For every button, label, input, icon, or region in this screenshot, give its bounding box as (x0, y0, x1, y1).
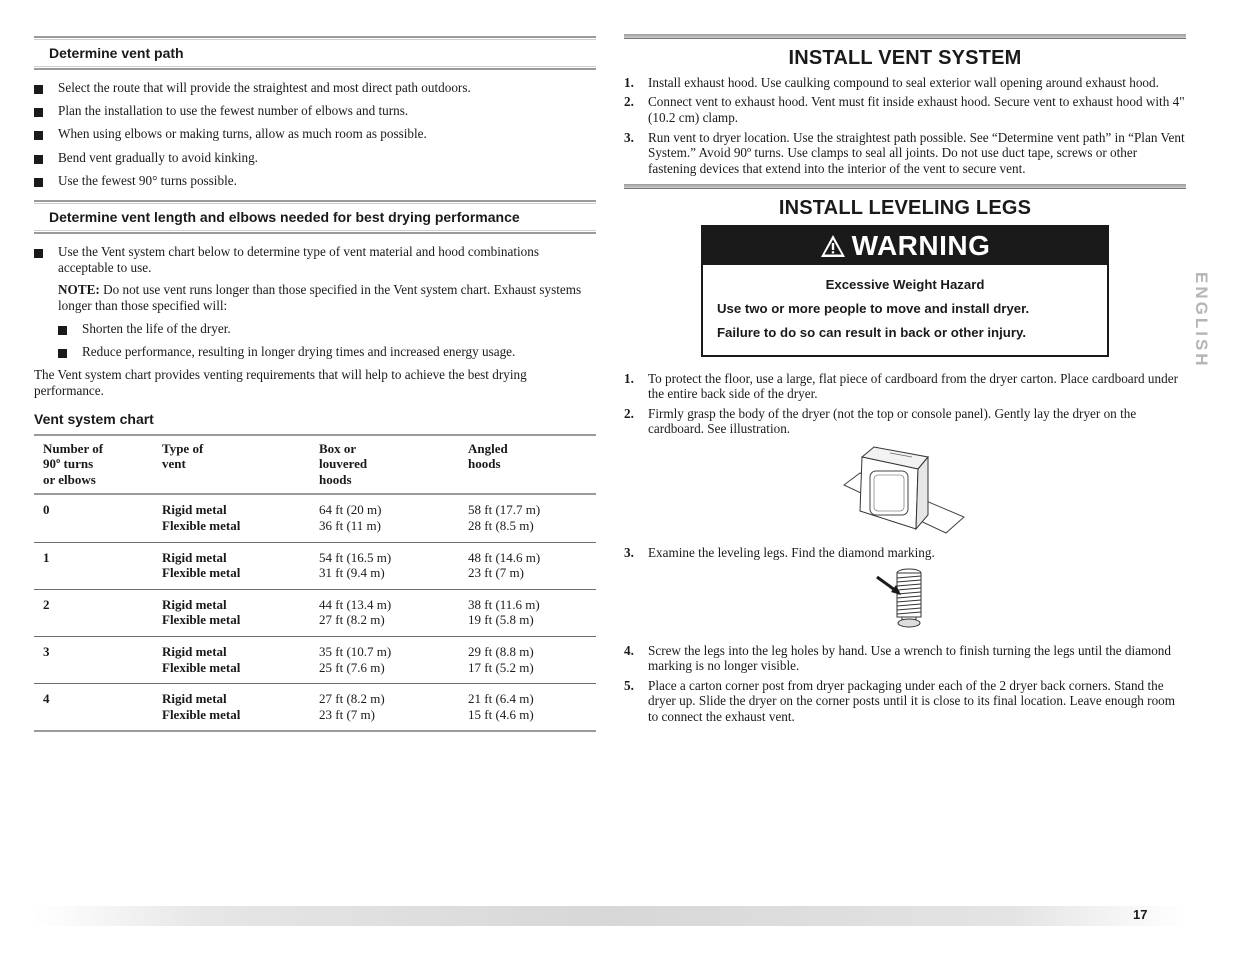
list-item: Plan the installation to use the fewest number of elbows and turns. (34, 103, 596, 119)
vent-path-heading: Determine vent path (34, 36, 596, 70)
list-item: 5. Place a carton corner post from dryer packaging under each of the 2 dryer back corners. Stand the dryer up. Slide the dryer on the corner posts until it is close to its final location. Leave enough room to connect the exhaust vent. (624, 677, 1176, 724)
list-item: 4. Screw the legs into the leg holes by hand. Use a wrench to finish turning the legs until the diamond marking is no longer visible. (624, 642, 1171, 674)
leveling-steps-b (624, 545, 1186, 561)
list-item: Select the route that will provide the straightest and most direct path outdoors. (34, 80, 596, 96)
list-item: Reduce performance, resulting in longer drying times and increased energy usage. (34, 344, 596, 360)
leveling-steps-c (624, 643, 1186, 725)
language-side-tab (1187, 272, 1211, 372)
header-angled-hoods: Angled hoods (459, 435, 596, 495)
bullet-square-icon (34, 155, 43, 164)
note-sub-list (34, 321, 596, 360)
list-item: 1. To protect the floor, use a large, flat piece of cardboard from the dryer carton. Place cardboard under the entire back side of the dryer. (624, 370, 1178, 402)
header-vent-type: Type of vent (153, 435, 310, 495)
bullet-square-icon (34, 85, 43, 94)
vent-path-list (34, 80, 596, 188)
bullet-square-icon (58, 349, 67, 358)
bullet-square-icon (34, 249, 43, 258)
list-item: 2. Firmly grasp the body of the dryer (not the top or console panel). Gently lay the dryer on the cardboard. See illustration. (624, 405, 1137, 437)
right-column (624, 34, 1186, 729)
list-item: Use the Vent system chart below to determine type of vent material and hood combinations acceptable to use. (34, 244, 596, 275)
vent-length-list (34, 244, 596, 275)
vent-system-steps (624, 75, 1186, 177)
bullet-square-icon (34, 178, 43, 187)
vent-length-heading: Determine vent length and elbows needed for best drying performance (34, 200, 596, 234)
vent-system-table (34, 434, 596, 733)
bullet-square-icon (58, 326, 67, 335)
warning-label: WARNING (851, 229, 991, 261)
table-row: 0 Rigid metal Flexible metal 64 ft (20 m) 36 ft (11 m) 58 ft (17.7 m) 28 ft (8.5 m) (43, 502, 541, 533)
table-header-row (34, 435, 596, 495)
list-item: 3. Run vent to dryer location. Use the straightest path possible. See “Determine vent path” in “Plan Vent System.” Avoid 90º turns. Use clamps to seal all joints. Do not use duct tape, screws or other fastening devices that extend into the interior of the vent to secure vent. (624, 129, 1185, 176)
summary-paragraph: The Vent system chart provides venting requirements that will help to achieve the best drying performance. (34, 367, 527, 398)
leveling-leg-illustration (624, 565, 1186, 629)
page-number: 17 (1133, 907, 1148, 922)
note-paragraph: NOTE: Do not use vent runs longer than those specified in the Vent system chart. Exhaust systems longer than those specified will: (58, 282, 582, 313)
header-turns: Number of 90º turns or elbows (34, 435, 153, 495)
vent-chart-title: Vent system chart (34, 411, 154, 428)
language-label: ENGLISH (1192, 272, 1211, 369)
dryer-on-cardboard-illustration (624, 443, 1186, 539)
install-vent-system-title: INSTALL VENT SYSTEM (788, 47, 1022, 69)
warning-box (701, 225, 1109, 357)
footer-bar (34, 906, 1186, 926)
table-row: 3 Rigid metal Flexible metal 35 ft (10.7 m) 25 ft (7.6 m) 29 ft (8.8 m) 17 ft (5.2 m) (34, 636, 596, 683)
leveling-leg-image (875, 565, 935, 629)
warning-line-1: Use two or more people to move and install dryer. (717, 300, 1030, 316)
warning-triangle-icon (820, 234, 846, 258)
list-item: 3. Examine the leveling legs. Find the diamond marking. (624, 544, 935, 560)
section-divider (624, 34, 1186, 39)
warning-header (703, 227, 1107, 265)
warning-hazard: Excessive Weight Hazard (825, 276, 985, 292)
section-divider (624, 184, 1186, 189)
warning-body (703, 265, 1107, 355)
list-item: Shorten the life of the dryer. (34, 321, 596, 337)
leveling-steps-a (624, 371, 1186, 437)
dryer-on-cardboard-image (840, 443, 970, 539)
table-row: 2 Rigid metal Flexible metal 44 ft (13.4 m) 27 ft (8.2 m) 38 ft (11.6 m) 19 ft (5.8 m) (34, 589, 596, 636)
header-box-hoods: Box or louvered hoods (310, 435, 459, 495)
warning-line-2: Failure to do so can result in back or other injury. (717, 324, 1026, 340)
list-item: Bend vent gradually to avoid kinking. (34, 150, 596, 166)
list-item: When using elbows or making turns, allow as much room as possible. (34, 126, 596, 142)
bullet-square-icon (34, 131, 43, 140)
left-column (34, 36, 596, 732)
table-row: 4 Rigid metal Flexible metal 27 ft (8.2 m) 23 ft (7 m) 21 ft (6.4 m) 15 ft (4.6 m) (34, 684, 596, 732)
install-leveling-legs-title: INSTALL LEVELING LEGS (778, 197, 1032, 220)
bullet-square-icon (34, 108, 43, 117)
list-item: Use the fewest 90° turns possible. (34, 173, 596, 189)
table-row: 1 Rigid metal Flexible metal 54 ft (16.5 m) 31 ft (9.4 m) 48 ft (14.6 m) 23 ft (7 m) (34, 542, 596, 589)
list-item: 2. Connect vent to exhaust hood. Vent must fit inside exhaust hood. Secure vent to exhaust hood with 4" (10.2 cm) clamp. (624, 94, 1185, 125)
list-item: 1. Install exhaust hood. Use caulking compound to seal exterior wall opening around exhaust hood. (624, 74, 1159, 90)
